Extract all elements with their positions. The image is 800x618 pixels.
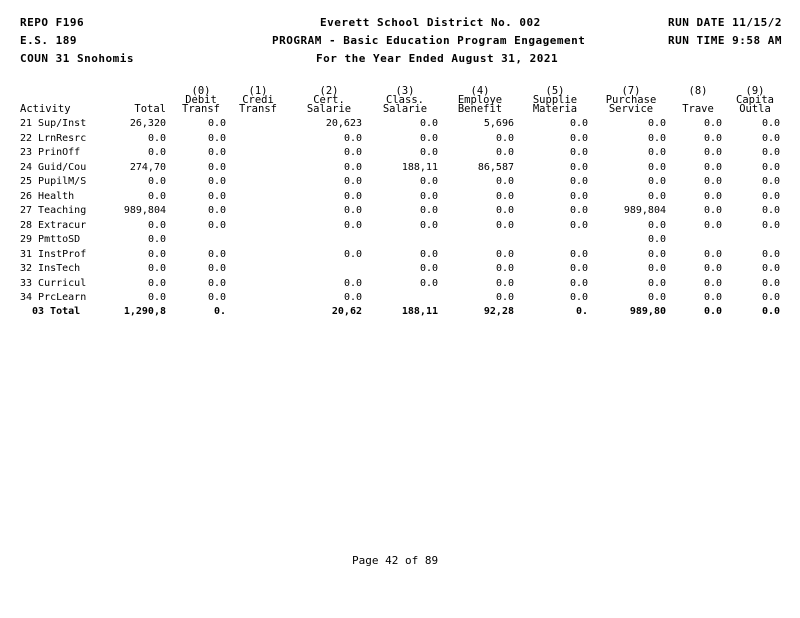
table-cell: 0.0 — [647, 248, 666, 260]
table-cell: 0.0 — [147, 176, 166, 187]
table-row — [0, 162, 800, 176]
table-cell: 0.0 — [703, 292, 722, 303]
table-cell: 0.0 — [761, 205, 780, 216]
total-row — [0, 306, 800, 320]
county: COUN 31 Snohomis — [20, 52, 134, 65]
table-cell: 0.0 — [647, 234, 666, 245]
table-cell: 0.0 — [419, 263, 438, 274]
column-number: (9) — [745, 85, 765, 97]
table-cell: 0.0 — [703, 305, 722, 317]
table-cell: 0.0 — [495, 263, 514, 274]
program-title: PROGRAM - Basic Education Program Engagement — [272, 34, 586, 47]
column-header-line1: Cert. — [313, 94, 345, 106]
table-cell: 0.0 — [703, 190, 722, 202]
table-cell: 0.0 — [495, 277, 514, 289]
table-cell: 0.0 — [703, 277, 722, 289]
table-cell: 0.0 — [703, 248, 722, 260]
column-header-line1: Capita — [736, 94, 774, 106]
table-cell: 20,623 — [325, 118, 362, 129]
table-cell: 0.0 — [419, 248, 438, 260]
page-number: Page 42 of 89 — [352, 554, 439, 567]
table-cell: 0.0 — [569, 292, 588, 303]
activity-label: 25 PupilM/S — [20, 176, 87, 187]
table-cell: 0.0 — [703, 147, 722, 158]
column-header-line1: Purchase — [605, 94, 657, 106]
column-number: (8) — [688, 85, 708, 97]
table-row — [0, 176, 800, 190]
activity-label: 34 PrcLearn — [20, 292, 87, 303]
activity-label: 22 LrnResrc — [20, 132, 87, 144]
table-cell: 0.0 — [761, 277, 780, 289]
table-cell: 0.0 — [343, 277, 362, 289]
table-cell: 0.0 — [207, 176, 226, 187]
activity-label: 32 InsTech — [20, 263, 81, 274]
table-cell: 0.0 — [569, 205, 588, 216]
table-cell: 0.0 — [569, 248, 588, 260]
table-cell: 0.0 — [207, 161, 226, 173]
table-cell: 0.0 — [419, 219, 438, 231]
table-cell: 0.0 — [569, 263, 588, 274]
table-cell: 0.0 — [207, 263, 226, 274]
table-cell: 0.0 — [207, 219, 226, 231]
table-cell: 0.0 — [569, 147, 588, 158]
table-cell: 0. — [213, 305, 226, 317]
table-cell: 0.0 — [761, 248, 780, 260]
table-cell: 274,70 — [129, 161, 166, 173]
activity-label: 33 Curricul — [20, 277, 87, 289]
table-cell: 0.0 — [647, 176, 666, 187]
table-cell: 0.0 — [147, 277, 166, 289]
column-header-line2: Benefit — [457, 103, 503, 115]
table-cell: 0.0 — [343, 205, 362, 216]
column-number: (2) — [319, 85, 339, 97]
table-cell: 0.0 — [207, 248, 226, 260]
column-number: (1) — [248, 85, 268, 97]
column-number: (0) — [191, 85, 211, 97]
table-cell: 0. — [575, 305, 588, 317]
column-header-line1: Credi — [242, 94, 274, 106]
column-header-line2: Trave — [682, 103, 714, 115]
table-cell: 0.0 — [569, 277, 588, 289]
table-row — [0, 220, 800, 234]
table-cell: 0.0 — [761, 118, 780, 129]
table-row — [0, 278, 800, 292]
column-header-line2: Salarie — [306, 103, 352, 115]
table-cell: 0.0 — [703, 219, 722, 231]
table-cell: 0.0 — [647, 161, 666, 173]
table-cell: 0.0 — [569, 118, 588, 129]
table-cell: 0.0 — [419, 190, 438, 202]
table-cell: 0.0 — [207, 190, 226, 202]
table-cell: 0.0 — [147, 147, 166, 158]
table-cell: 0.0 — [419, 147, 438, 158]
column-number: (5) — [545, 85, 565, 97]
table-cell: 0.0 — [419, 176, 438, 187]
table-cell: 0.0 — [703, 161, 722, 173]
table-cell: 5,696 — [483, 118, 514, 129]
table-cell: 0.0 — [207, 147, 226, 158]
table-cell: 0.0 — [147, 263, 166, 274]
column-header-line1: Class. — [386, 94, 424, 106]
table-cell: 0.0 — [647, 277, 666, 289]
column-header-line2: Materia — [532, 103, 578, 115]
table-cell: 0.0 — [569, 190, 588, 202]
column-header-line2: Salarie — [382, 103, 428, 115]
table-cell: 0.0 — [207, 118, 226, 129]
table-cell: 0.0 — [647, 263, 666, 274]
activity-label: 26 Health — [20, 190, 75, 202]
table-cell: 0.0 — [761, 147, 780, 158]
table-cell: 92,28 — [483, 305, 514, 317]
table-row — [0, 191, 800, 205]
table-cell: 0.0 — [569, 161, 588, 173]
table-cell: 0.0 — [419, 205, 438, 216]
table-row — [0, 133, 800, 147]
table-cell: 0.0 — [495, 147, 514, 158]
table-cell: 0.0 — [703, 205, 722, 216]
table-cell: 0.0 — [761, 161, 780, 173]
table-cell: 0.0 — [343, 147, 362, 158]
table-cell: 0.0 — [761, 219, 780, 231]
table-cell: 0.0 — [207, 205, 226, 216]
column-header-line2: Total — [134, 103, 166, 115]
table-cell: 0.0 — [343, 176, 362, 187]
table-cell: 0.0 — [761, 292, 780, 303]
table-cell: 0.0 — [569, 176, 588, 187]
table-cell: 0.0 — [147, 190, 166, 202]
table-cell: 0.0 — [343, 161, 362, 173]
table-cell: 989,804 — [123, 205, 166, 216]
activity-label: 23 PrinOff — [20, 147, 81, 158]
table-cell: 0.0 — [495, 219, 514, 231]
table-cell: 0.0 — [569, 132, 588, 144]
table-cell: 20,62 — [331, 305, 362, 317]
table-cell: 0.0 — [647, 132, 666, 144]
table-cell: 0.0 — [147, 234, 166, 245]
table-cell: 0.0 — [343, 190, 362, 202]
table-cell: 0.0 — [147, 132, 166, 144]
report-id: REPO F196 — [20, 16, 85, 29]
table-cell: 0.0 — [147, 292, 166, 303]
table-row — [0, 263, 800, 277]
table-cell: 0.0 — [207, 132, 226, 144]
table-cell: 0.0 — [419, 118, 438, 129]
table-row — [0, 205, 800, 219]
table-cell: 0.0 — [343, 292, 362, 303]
run-date: RUN DATE 11/15/2 — [668, 16, 782, 29]
table-cell: 0.0 — [761, 176, 780, 187]
table-cell: 0.0 — [207, 277, 226, 289]
table-row — [0, 249, 800, 263]
table-cell: 1,290,8 — [123, 305, 166, 317]
table-cell: 0.0 — [761, 190, 780, 202]
activity-label: 24 Guid/Cou — [20, 161, 87, 173]
table-cell: 0.0 — [495, 176, 514, 187]
activity-label: 29 PmttoSD — [20, 234, 81, 245]
column-header-line1: Employe — [457, 94, 503, 106]
table-row — [0, 118, 800, 132]
column-header-line1: Debit — [185, 94, 217, 106]
column-header-line1: Supplie — [532, 94, 578, 106]
table-row — [0, 147, 800, 161]
table-cell: 0.0 — [703, 118, 722, 129]
table-cell: 0.0 — [647, 219, 666, 231]
es-number: E.S. 189 — [20, 34, 77, 47]
table-cell: 0.0 — [343, 248, 362, 260]
table-cell: 0.0 — [419, 132, 438, 144]
table-cell: 188,11 — [401, 161, 438, 173]
table-cell: 0.0 — [761, 132, 780, 144]
table-cell: 0.0 — [569, 219, 588, 231]
table-cell: 0.0 — [495, 132, 514, 144]
activity-label: 28 Extracur — [20, 219, 87, 231]
table-cell: 26,320 — [129, 118, 166, 129]
table-cell: 0.0 — [495, 190, 514, 202]
table-cell: 0.0 — [343, 219, 362, 231]
column-header-line2: Transf — [239, 103, 277, 115]
table-cell: 0.0 — [647, 147, 666, 158]
table-cell: 0.0 — [343, 132, 362, 144]
table-cell: 86,587 — [477, 161, 514, 173]
table-cell: 0.0 — [647, 118, 666, 129]
activity-label: 27 Teaching — [20, 205, 87, 216]
activity-label: 21 Sup/Inst — [20, 118, 87, 129]
table-row — [0, 234, 800, 248]
table-cell: 0.0 — [647, 292, 666, 303]
table-cell: 188,11 — [401, 305, 438, 317]
column-header-line2: Service — [608, 103, 654, 115]
column-header-line2: Outla — [739, 103, 771, 115]
table-cell: 0.0 — [703, 176, 722, 187]
table-cell: 0.0 — [147, 248, 166, 260]
column-number: (7) — [621, 85, 641, 97]
table-cell: 989,80 — [629, 305, 666, 317]
activity-label: 03 Total — [32, 305, 81, 317]
table-cell: 0.0 — [647, 190, 666, 202]
table-cell: 0.0 — [495, 248, 514, 260]
table-cell: 0.0 — [147, 219, 166, 231]
column-header-line2: Activity — [20, 103, 71, 115]
table-cell: 0.0 — [207, 292, 226, 303]
column-number: (4) — [470, 85, 490, 97]
run-time: RUN TIME 9:58 AM — [668, 34, 782, 47]
table-cell: 0.0 — [703, 263, 722, 274]
table-cell: 989,804 — [623, 205, 666, 216]
table-cell: 0.0 — [419, 277, 438, 289]
activity-label: 31 InstProf — [20, 248, 87, 260]
table-cell: 0.0 — [761, 263, 780, 274]
column-number: (3) — [395, 85, 415, 97]
table-cell: 0.0 — [761, 305, 780, 317]
report-period: For the Year Ended August 31, 2021 — [316, 52, 559, 65]
table-row — [0, 292, 800, 306]
table-cell: 0.0 — [495, 205, 514, 216]
table-cell: 0.0 — [703, 132, 722, 144]
column-header-line2: Transf — [182, 103, 220, 115]
district-name: Everett School District No. 002 — [320, 16, 541, 29]
table-cell: 0.0 — [495, 292, 514, 303]
